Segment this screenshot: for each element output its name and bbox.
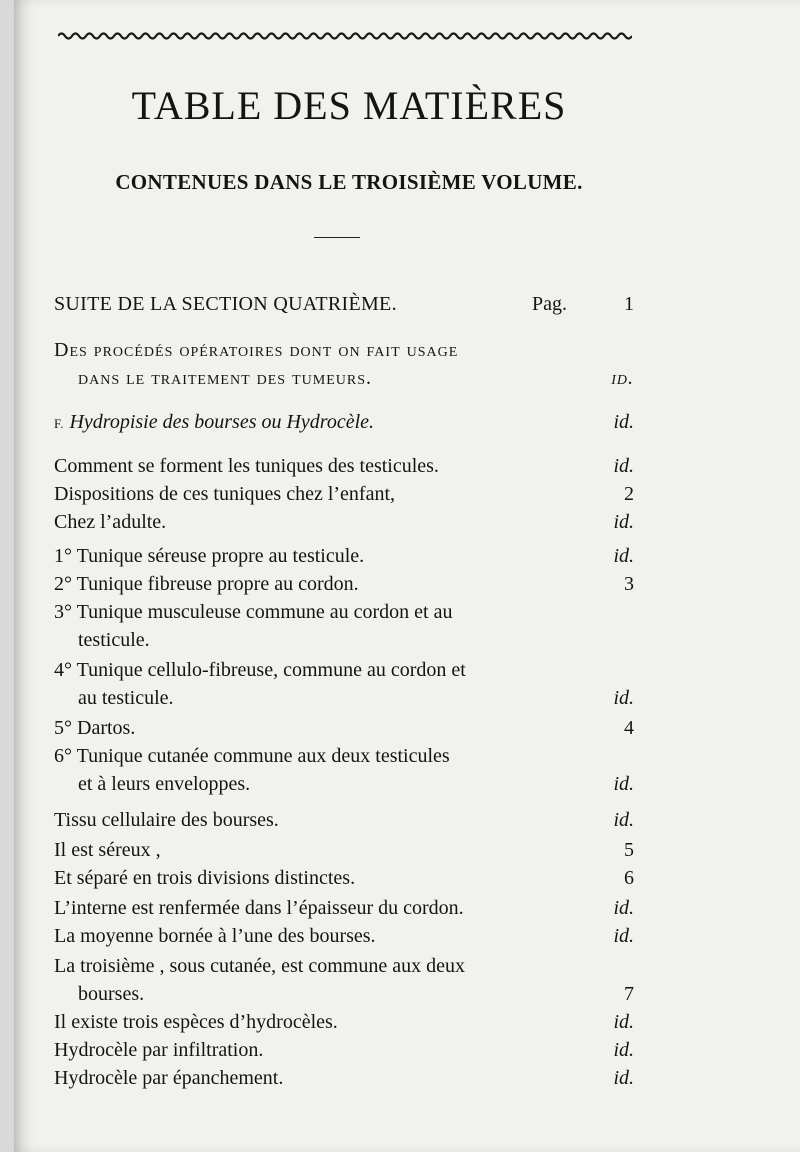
entry-page: id. xyxy=(613,545,634,567)
toc-entry xyxy=(54,626,634,654)
entry-page: id. xyxy=(613,687,634,709)
entry-text: Tissu cellulaire des bourses. xyxy=(54,809,279,831)
entry-text: Hydrocèle par épanchement. xyxy=(54,1067,284,1089)
toc-entry xyxy=(54,836,634,864)
entry-page: id. xyxy=(613,511,634,533)
entry-text: 3° Tunique musculeuse commune au cordon et au xyxy=(54,601,453,623)
toc-entry xyxy=(54,770,634,798)
entry-page: id. xyxy=(613,925,634,947)
entry-page: 5 xyxy=(624,839,634,861)
entry-page: 2 xyxy=(624,483,634,505)
entry-page: id. xyxy=(613,1039,634,1061)
toc-entry xyxy=(54,806,634,834)
entry-text: Il est séreux , xyxy=(54,839,161,861)
section-heading xyxy=(54,290,634,318)
toc-entry xyxy=(54,598,634,626)
entry-text: Comment se forment les tuniques des testicules. xyxy=(54,455,439,477)
entry-text: 4° Tunique cellulo-fibreuse, commune au cordon et xyxy=(54,659,466,681)
toc-entry xyxy=(54,480,634,508)
divider xyxy=(314,237,360,238)
entry-text: Dispositions de ces tuniques chez l’enfant, xyxy=(54,483,396,505)
entry-text: Chez l’adulte. xyxy=(54,511,167,533)
toc-entry xyxy=(54,922,634,950)
pag-label: Pag. xyxy=(532,293,567,315)
entry-page: id. xyxy=(613,773,634,795)
toc-entry xyxy=(54,1036,634,1064)
toc-entry xyxy=(54,656,634,684)
entry-page: id. xyxy=(613,1011,634,1033)
toc-entry xyxy=(54,714,634,742)
entry-text: 1° Tunique séreuse propre au testicule. xyxy=(54,545,365,567)
subsection-heading xyxy=(54,408,634,436)
entry-text: testicule. xyxy=(78,629,150,651)
entry-page: 4 xyxy=(624,717,634,739)
toc-entry xyxy=(54,684,634,712)
toc-heading-line2 xyxy=(54,364,634,392)
section-label: SUITE DE LA SECTION QUATRIÈME. xyxy=(54,293,397,315)
entry-page: 7 xyxy=(624,983,634,1005)
book-page xyxy=(14,0,800,1152)
page-subtitle: CONTENUES DANS LE TROISIÈME VOLUME. xyxy=(115,170,583,194)
toc-entry xyxy=(54,542,634,570)
entry-text: au testicule. xyxy=(78,687,174,709)
entry-text: Il existe trois espèces d’hydrocèles. xyxy=(54,1011,338,1033)
toc-heading-line1 xyxy=(54,336,634,364)
subsection-title: Hydropisie des bourses ou Hydrocèle. xyxy=(69,411,375,433)
entry-page: id. xyxy=(613,897,634,919)
entry-text: et à leurs enveloppes. xyxy=(78,773,251,795)
entry-text: Et séparé en trois divisions distinctes. xyxy=(54,867,356,889)
toc-entry xyxy=(54,894,634,922)
entry-text: 2° Tunique fibreuse propre au cordon. xyxy=(54,573,359,595)
heading-line2: dans le traitement des tumeurs. xyxy=(78,367,372,389)
subsection-page: id. xyxy=(613,411,634,433)
entry-page: 3 xyxy=(624,573,634,595)
entry-text: La troisième , sous cutanée, est commune aux deux xyxy=(54,955,465,977)
section-page: 1 xyxy=(624,293,634,315)
entry-page: id. xyxy=(613,809,634,831)
heading-page: id. xyxy=(611,367,634,389)
toc-entry xyxy=(54,508,634,536)
heading-line1: Des procédés opératoires dont on fait usage xyxy=(54,339,459,361)
toc-entry xyxy=(54,864,634,892)
subsection-mark: F. xyxy=(54,416,64,431)
entry-text: bourses. xyxy=(78,983,145,1005)
ornamental-border xyxy=(58,30,632,40)
entry-text: L’interne est renfermée dans l’épaisseur du cordon. xyxy=(54,897,464,919)
entry-text: La moyenne bornée à l’une des bourses. xyxy=(54,925,376,947)
toc-entry xyxy=(54,952,634,980)
entry-page: id. xyxy=(613,1067,634,1089)
page-title: TABLE DES MATIÈRES xyxy=(131,83,567,128)
toc-entry xyxy=(54,980,634,1008)
toc-entry xyxy=(54,452,634,480)
toc-entry xyxy=(54,1064,634,1092)
toc-entry xyxy=(54,742,634,770)
entry-page: 6 xyxy=(624,867,634,889)
toc-entry xyxy=(54,570,634,598)
entry-text: 6° Tunique cutanée commune aux deux testicules xyxy=(54,745,450,767)
toc-entry xyxy=(54,1008,634,1036)
entry-text: Hydrocèle par infiltration. xyxy=(54,1039,264,1061)
entry-page: id. xyxy=(613,455,634,477)
entry-text: 5° Dartos. xyxy=(54,717,136,739)
